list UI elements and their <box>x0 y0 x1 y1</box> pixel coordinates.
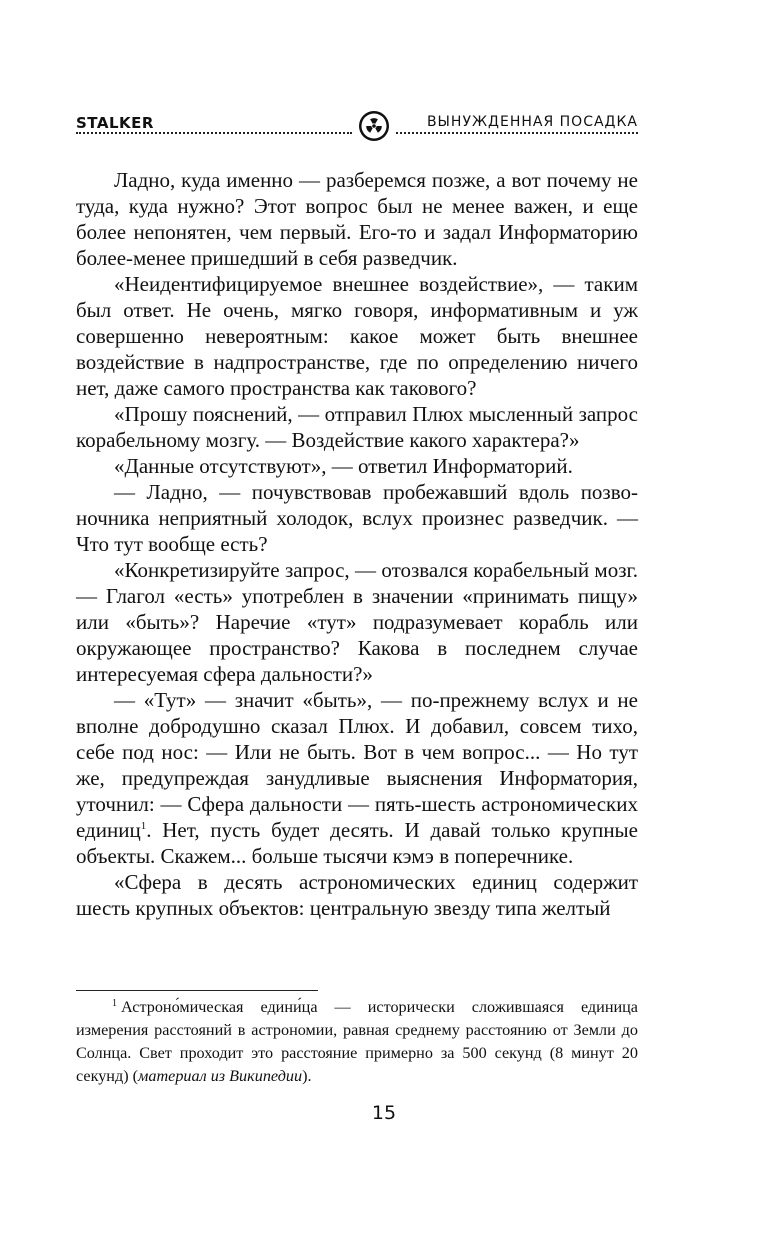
running-header <box>76 106 638 146</box>
footnote-marker: 1 <box>112 998 117 1009</box>
footnote-end: ). <box>302 1067 312 1085</box>
paragraph-text: — «Тут» — значит «быть», — по-прежнему вслух и не вполне добродушно сказал Плюх. И добавил, совсем тихо, себе под нос: — Или не быть. Вот в чем вопрос... — Но тут же, предупреждая занудливые выяснения Информатория, уточнил: — Сфера дальности — пять-шесть астрономических единиц <box>76 688 638 842</box>
footnote-body: Астроно́мическая едини́ца — исторически сложившаяся единица измерения расстояний в астрономии, равная среднему расстоянию от Земли до Солнца. Свет проходит это расстояние примерно за 500 секунд (8 минут 20 секунд) ( <box>76 998 638 1085</box>
paragraph: «Неидентифицируемое внешнее воздействие», — таким был ответ. Не очень, мягко говоря, информативным и уж совершенно невероятным: какое может быть внешнее воздействие в надпространстве, где по определению ничего нет, даже самого пространства как такового? <box>76 272 638 400</box>
header-dotted-rule-left <box>76 132 352 134</box>
paragraph: «Конкретизируйте запрос, — отозвался корабельный мозг. — Глагол «есть» употреблен в значении «принимать пищу» или «быть»? Наречие «тут» подразумевает корабль или окружающее пространство? Какова в последнем случае интересуемая сфера дальности?» <box>76 558 638 686</box>
radiation-icon <box>358 110 390 142</box>
paragraph: Ладно, куда именно — разберемся позже, а вот почему не туда, куда нужно? Этот вопрос был не менее важен, и еще более непонятен, чем первый. Его-то и задал Информаторию более-менее пришедший в себя разведчик. <box>76 168 638 270</box>
page-number: 15 <box>371 1102 397 1124</box>
footnote-separator <box>76 990 318 991</box>
footnote-reference[interactable]: 1 <box>140 820 147 832</box>
header-dotted-rule-right <box>396 132 638 134</box>
paragraph <box>76 687 638 869</box>
paragraph: «Сфера в десять астрономических единиц содержит шесть крупных объектов: центральную звезду типа желтый <box>76 870 638 920</box>
main-text <box>76 167 638 921</box>
paragraph-text: . Нет, пусть будет десять. И давай только крупные объекты. Скажем... больше тысячи кэмэ в поперечнике. <box>76 818 638 868</box>
paragraph: — Ладно, — почувствовав пробежавший вдоль позвоночника неприятный холодок, вслух произнес разведчик. — Что тут вообще есть? <box>76 480 638 556</box>
footnote-source: материал из Википедии <box>138 1067 303 1085</box>
footnote <box>76 996 638 1088</box>
paragraph: «Прошу пояснений, — отправил Плюх мысленный запрос корабельному мозгу. — Воздействие какого характера?» <box>76 402 638 452</box>
series-title: STALKER <box>76 114 154 132</box>
footnote-text <box>76 996 638 1088</box>
chapter-title: ВЫНУЖДЕННАЯ ПОСАДКА <box>426 114 638 130</box>
paragraph: «Данные отсутствуют», — ответил Информаторий. <box>114 454 573 478</box>
